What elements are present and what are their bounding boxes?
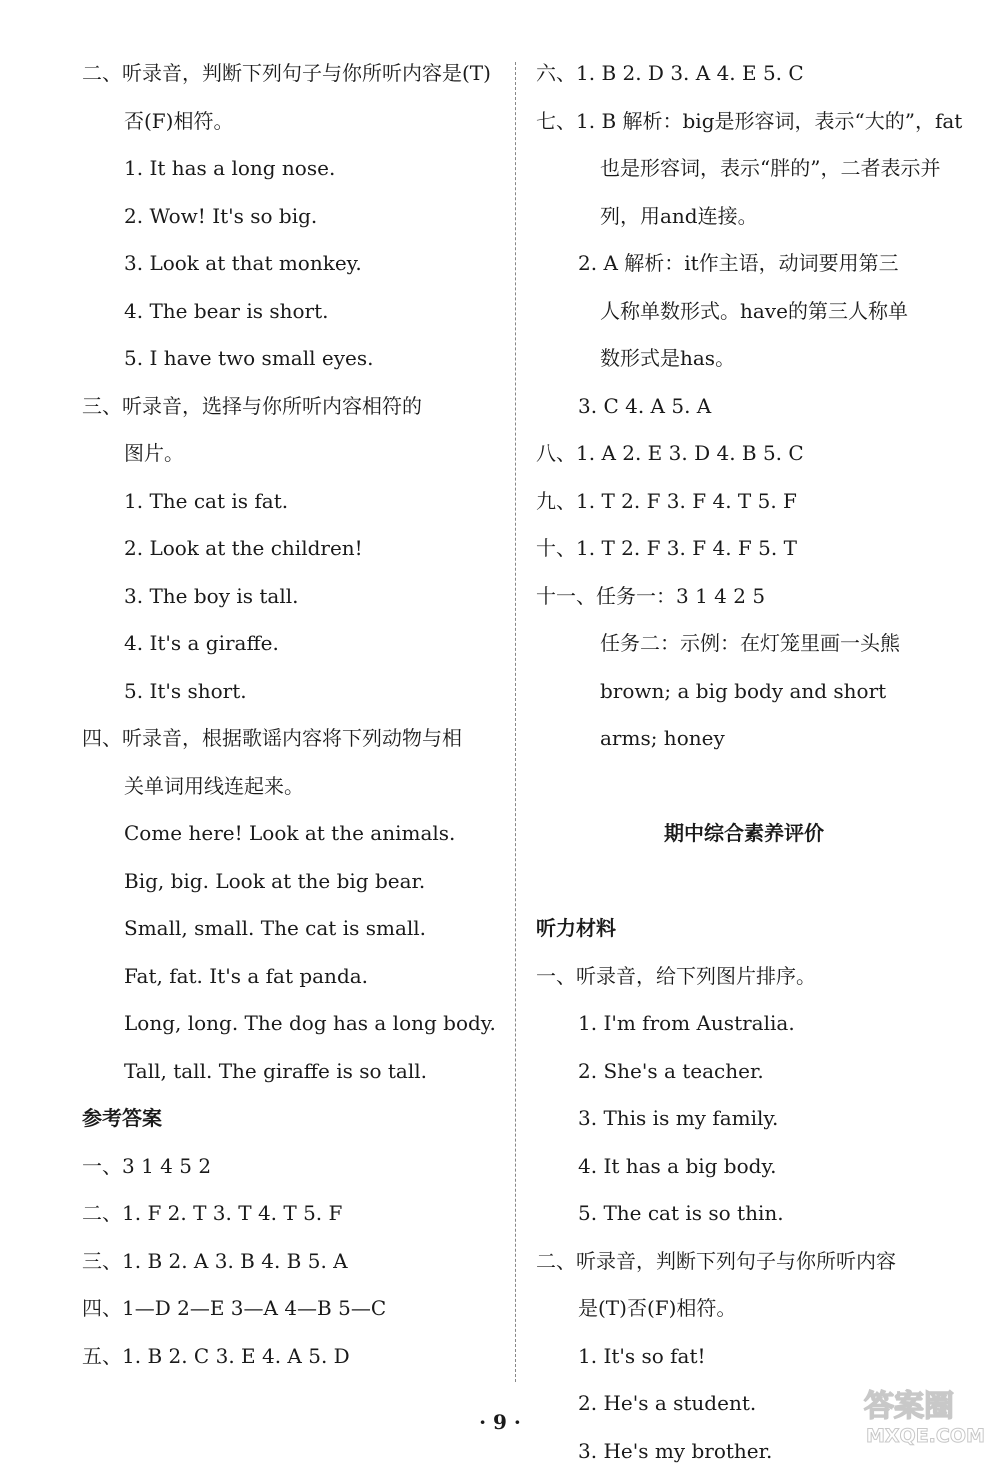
left-column <box>82 50 502 1380</box>
right-line: 数形式是has。 <box>536 335 952 383</box>
right-line: 听力材料 <box>536 905 952 953</box>
left-line: Small, small. The cat is small. <box>82 905 502 953</box>
right-line: 九、1. T 2. F 3. F 4. T 5. F <box>536 478 952 526</box>
left-line: 3. Look at that monkey. <box>82 240 502 288</box>
right-line: 5. The cat is so thin. <box>536 1190 952 1238</box>
left-line: 四、1—D 2—E 3—A 4—B 5—C <box>82 1285 502 1333</box>
right-line: 也是形容词，表示“胖的”，二者表示并 <box>536 145 952 193</box>
right-line: 3. This is my family. <box>536 1095 952 1143</box>
left-line: 1. It has a long nose. <box>82 145 502 193</box>
left-line: 5. It's short. <box>82 668 502 716</box>
right-line: 期中综合素养评价 <box>536 810 952 858</box>
left-line: 2. Wow! It's so big. <box>82 193 502 241</box>
left-line: 参考答案 <box>82 1095 502 1143</box>
right-line: 1. I'm from Australia. <box>536 1000 952 1048</box>
right-line: arms; honey <box>536 715 952 763</box>
right-line: brown; a big body and short <box>536 668 952 716</box>
watermark-text: 答案圈 <box>864 1389 954 1424</box>
right-line: 一、听录音，给下列图片排序。 <box>536 953 952 1001</box>
right-line: 1. It's so fat! <box>536 1333 952 1381</box>
left-line: 二、1. F 2. T 3. T 4. T 5. F <box>82 1190 502 1238</box>
left-line: 4. It's a giraffe. <box>82 620 502 668</box>
right-line: 3. C 4. A 5. A <box>536 383 952 431</box>
left-line: 二、听录音，判断下列句子与你所听内容是(T) <box>82 50 502 98</box>
left-line: Come here! Look at the animals. <box>82 810 502 858</box>
left-line: 图片。 <box>82 430 502 478</box>
right-line: 十一、任务一：3 1 4 2 5 <box>536 573 952 621</box>
left-line: Fat, fat. It's a fat panda. <box>82 953 502 1001</box>
left-line: 关单词用线连起来。 <box>82 763 502 811</box>
watermark-url: MXQE.COM <box>866 1425 985 1447</box>
page-number: · 9 · <box>0 1410 1000 1434</box>
right-line <box>536 763 952 811</box>
left-line: Big, big. Look at the big bear. <box>82 858 502 906</box>
left-line: 否(F)相符。 <box>82 98 502 146</box>
left-line: 四、听录音，根据歌谣内容将下列动物与相 <box>82 715 502 763</box>
right-line: 二、听录音，判断下列句子与你所听内容 <box>536 1238 952 1286</box>
right-line <box>536 858 952 906</box>
right-line: 列，用and连接。 <box>536 193 952 241</box>
left-line: 一、3 1 4 5 2 <box>82 1143 502 1191</box>
right-line: 八、1. A 2. E 3. D 4. B 5. C <box>536 430 952 478</box>
right-line: 人称单数形式。have的第三人称单 <box>536 288 952 336</box>
watermark-logo <box>858 1382 1000 1449</box>
left-line: 4. The bear is short. <box>82 288 502 336</box>
left-line: 三、听录音，选择与你所听内容相符的 <box>82 383 502 431</box>
column-divider <box>515 62 516 1382</box>
left-line: 三、1. B 2. A 3. B 4. B 5. A <box>82 1238 502 1286</box>
right-line: 2. A 解析：it作主语，动词要用第三 <box>536 240 952 288</box>
left-line: 1. The cat is fat. <box>82 478 502 526</box>
right-line: 任务二：示例：在灯笼里画一头熊 <box>536 620 952 668</box>
left-line: 2. Look at the children! <box>82 525 502 573</box>
right-line: 2. He's a student. <box>536 1380 952 1428</box>
right-line: 七、1. B 解析：big是形容词，表示“大的”，fat <box>536 98 952 146</box>
right-line: 六、1. B 2. D 3. A 4. E 5. C <box>536 50 952 98</box>
left-line: 3. The boy is tall. <box>82 573 502 621</box>
left-line: Long, long. The dog has a long body. <box>82 1000 502 1048</box>
right-column <box>536 50 952 1475</box>
right-line: 是(T)否(F)相符。 <box>536 1285 952 1333</box>
left-line: 5. I have two small eyes. <box>82 335 502 383</box>
left-line: 五、1. B 2. C 3. E 4. A 5. D <box>82 1333 502 1381</box>
right-line: 十、1. T 2. F 3. F 4. F 5. T <box>536 525 952 573</box>
right-line: 3. He's my brother. <box>536 1428 952 1475</box>
right-line: 4. It has a big body. <box>536 1143 952 1191</box>
right-line: 2. She's a teacher. <box>536 1048 952 1096</box>
left-line: Tall, tall. The giraffe is so tall. <box>82 1048 502 1096</box>
